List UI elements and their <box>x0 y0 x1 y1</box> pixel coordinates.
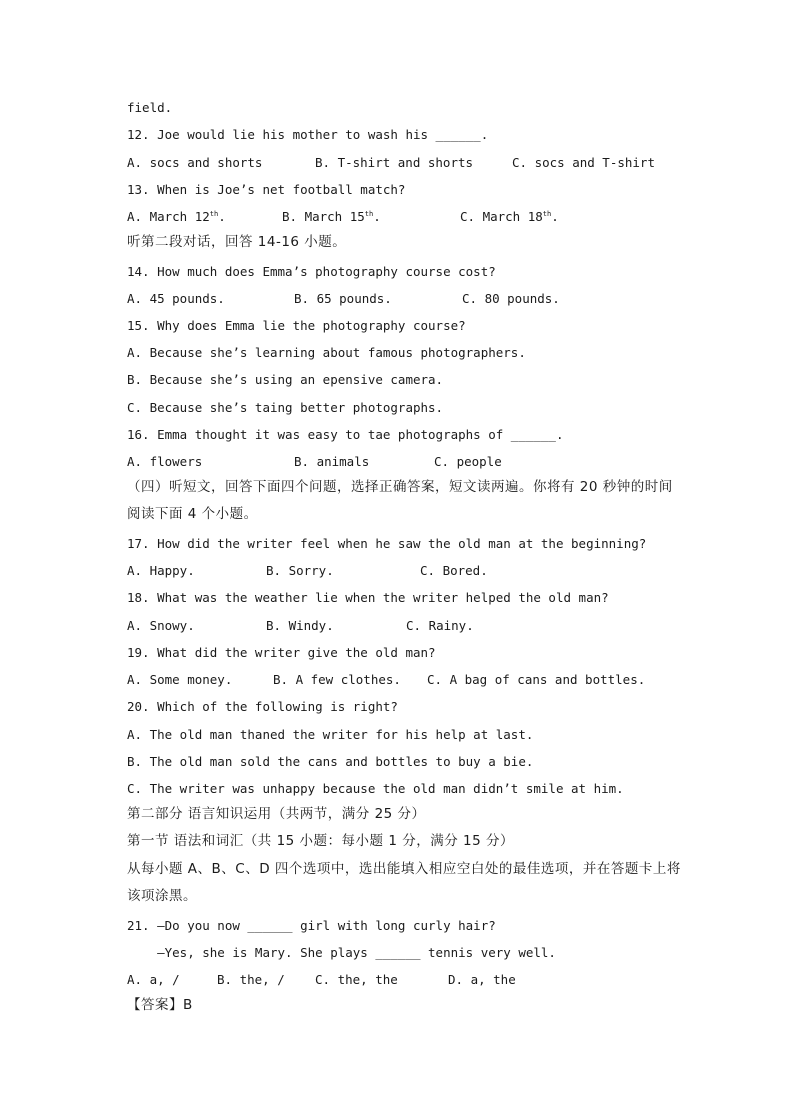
option-b: B. Windy. <box>266 618 334 633</box>
option-a: A. 45 pounds. <box>127 291 225 306</box>
question-15: 15. Why does Emma lie the photography course? <box>127 318 466 333</box>
option-c: C. March 18th. <box>460 209 559 224</box>
option-c: C. the, the <box>315 972 398 987</box>
option-c: C. Because she’s taing better photographs. <box>127 400 444 415</box>
option-a: A. Because she’s learning about famous photographers. <box>127 345 526 360</box>
question-19: 19. What did the writer give the old man? <box>127 645 436 660</box>
question-14: 14. How much does Emma’s photography course cost? <box>127 264 496 279</box>
question-21-line-2: —Yes, she is Mary. She plays ______ tennis very well. <box>127 945 556 960</box>
option-a: A. The old man thaned the writer for his help at last. <box>127 727 534 742</box>
option-b: B. The old man sold the cans and bottles to buy a bie. <box>127 754 534 769</box>
option-a: A. Some money. <box>127 672 233 687</box>
option-b: B. the, / <box>217 972 285 987</box>
instructions: 该项涂黑。 <box>127 888 197 904</box>
option-c: C. A bag of cans and bottles. <box>427 672 646 687</box>
question-18: 18. What was the weather lie when the writer helped the old man? <box>127 590 609 605</box>
question-17: 17. How did the writer feel when he saw the old man at the beginning? <box>127 536 647 551</box>
option-b: B. March 15th. <box>282 209 381 224</box>
option-a: A. Happy. <box>127 563 195 578</box>
section-heading: 阅读下面 4 个小题。 <box>127 506 258 522</box>
option-c: C. socs and T-shirt <box>512 155 655 170</box>
text-line: field. <box>127 100 173 115</box>
answer: 【答案】B <box>127 997 193 1013</box>
option-a: A. socs and shorts <box>127 155 263 170</box>
option-b: B. Sorry. <box>266 563 334 578</box>
option-a: A. March 12th. <box>127 209 226 224</box>
option-a: A. flowers <box>127 454 203 469</box>
option-a: A. Snowy. <box>127 618 195 633</box>
option-c: C. 80 pounds. <box>462 291 560 306</box>
question-16: 16. Emma thought it was easy to tae photographs of ______. <box>127 427 564 442</box>
option-d: D. a, the <box>448 972 516 987</box>
part-heading: 第二部分 语言知识运用（共两节，满分 25 分） <box>127 806 426 822</box>
option-c: C. The writer was unhappy because the old man didn’t smile at him. <box>127 781 624 796</box>
option-c: C. Bored. <box>420 563 488 578</box>
option-b: B. 65 pounds. <box>294 291 392 306</box>
section-heading: 听第二段对话，回答 14-16 小题。 <box>127 234 347 250</box>
option-c: C. people <box>434 454 502 469</box>
option-b: B. T-shirt and shorts <box>315 155 474 170</box>
question-12: 12. Joe would lie his mother to wash his ______. <box>127 127 489 142</box>
option-b: B. A few clothes. <box>273 672 401 687</box>
option-b: B. animals <box>294 454 370 469</box>
option-c: C. Rainy. <box>406 618 474 633</box>
option-a: A. a, / <box>127 972 180 987</box>
question-13: 13. When is Joe’s net football match? <box>127 182 406 197</box>
option-b: B. Because she’s using an epensive camera. <box>127 372 444 387</box>
section-heading: 第一节 语法和词汇（共 15 小题：每小题 1 分，满分 15 分） <box>127 833 514 849</box>
question-21: 21. –Do you now ______ girl with long curly hair? <box>127 918 496 933</box>
question-20: 20. Which of the following is right? <box>127 699 398 714</box>
section-heading: （四）听短文，回答下面四个问题，选择正确答案，短文读两遍。你将有 20 秒钟的时间 <box>127 479 673 495</box>
instructions: 从每小题 A、B、C、D 四个选项中，选出能填入相应空白处的最佳选项，并在答题卡上将 <box>127 861 681 877</box>
